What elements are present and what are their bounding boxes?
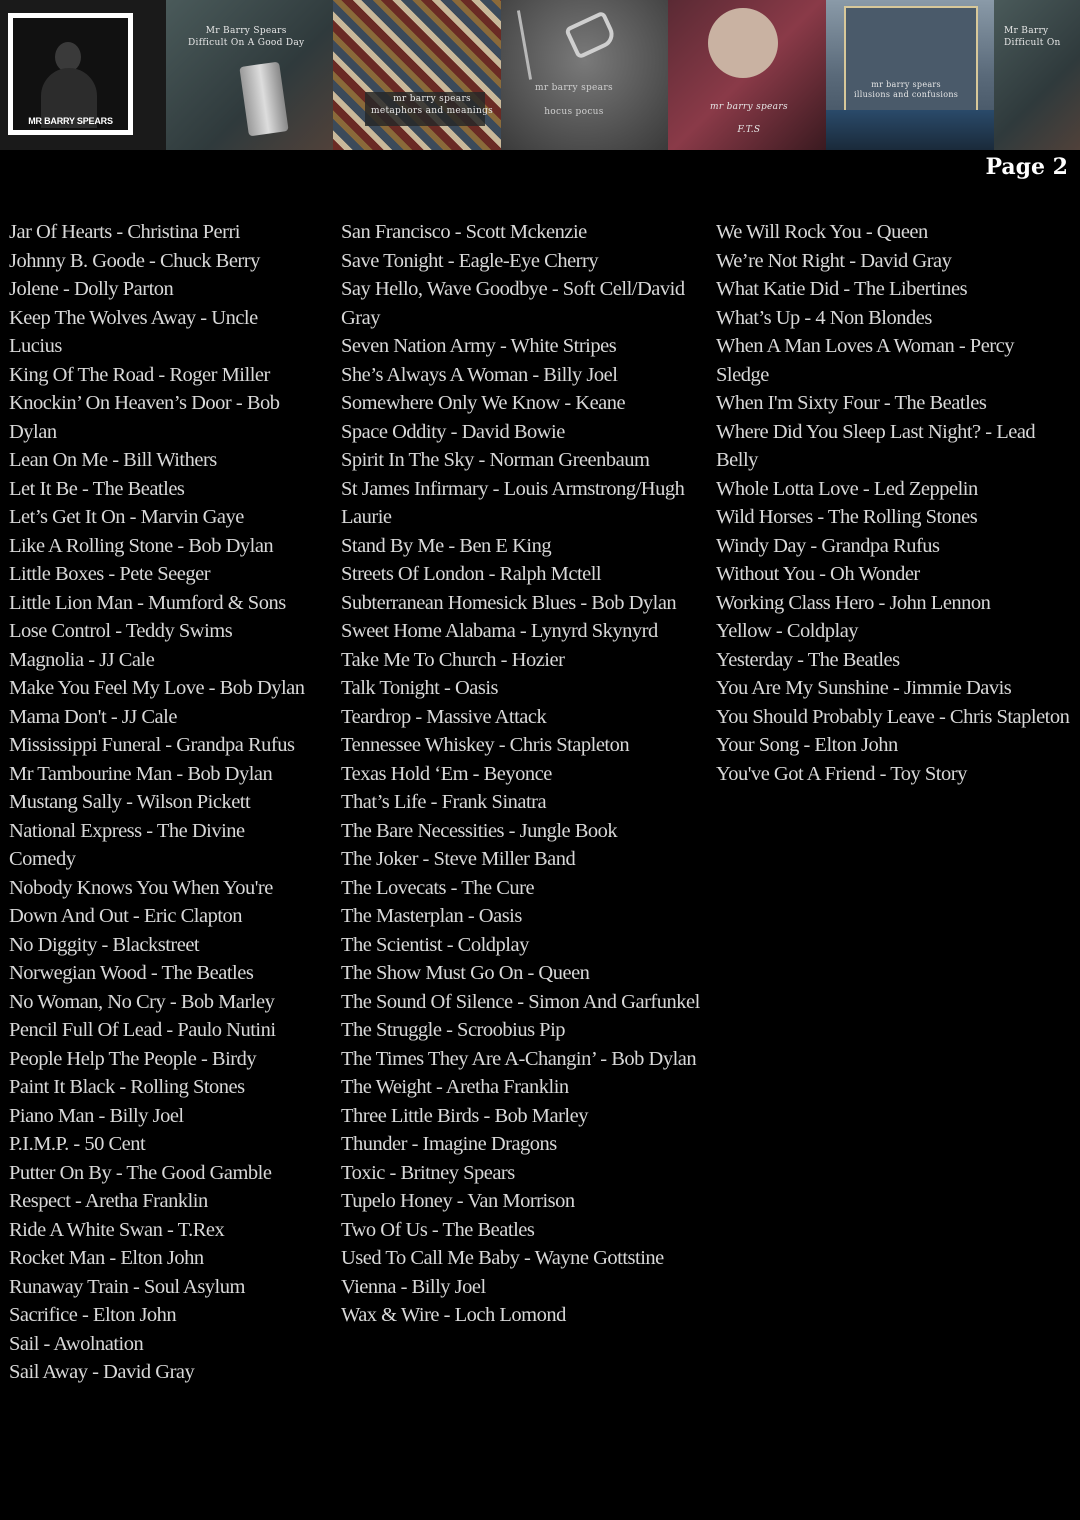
song-entry: When A Man Loves A Woman - Percy Sledge [716,335,1014,386]
song-entry: Mustang Sally - Wilson Pickett [9,791,251,813]
album-art-label: mr barry spears hocus pocus [535,83,613,118]
song-entry: Little Boxes - Pete Seeger [9,563,211,585]
song-entry: Norwegian Wood - The Beatles [9,962,254,984]
song-entry: Putter On By - The Good Gamble [9,1161,272,1184]
song-entry: Runaway Train - Soul Asylum [9,1275,245,1298]
song-entry: Sail - Awolnation [9,1332,144,1355]
album-art-label: mr barry spears F.T.S [710,102,788,136]
song-entry: We Will Rock You - Queen [716,221,928,243]
song-entry: The Struggle - Scroobius Pip [341,1019,566,1041]
song-entry: Ride A White Swan - T.Rex [9,1218,225,1241]
song-entry: Yellow - Coldplay [716,620,859,642]
song-list [0,218,1080,1458]
album-art-portrait [0,0,166,150]
song-column-3 [716,218,1071,788]
song-entry: Used To Call Me Baby - Wayne Gottstine [341,1247,664,1269]
song-entry: Whole Lotta Love - Led Zeppelin [716,477,978,500]
song-entry: Subterranean Homesick Blues - Bob Dylan [341,591,677,614]
song-entry: Nobody Knows You When You're Down And Out - Eric Clapton [9,876,273,927]
song-entry: Lean On Me - Bill Withers [9,449,217,471]
song-entry: Respect - Aretha Franklin [9,1190,208,1212]
song-entry: The Weight - Aretha Franklin [341,1076,569,1098]
song-entry: Mr Tambourine Man - Bob Dylan [9,762,273,785]
song-entry: Johnny B. Goode - Chuck Berry [9,249,260,272]
song-entry: Jar Of Hearts - Christina Perri [9,221,241,243]
song-entry: P.I.M.P. - 50 Cent [9,1133,146,1155]
album-art-label: Mr Barry Difficult On [1004,26,1061,48]
album-art-hocus-pocus [501,0,668,150]
album-art-banner [0,0,1080,150]
song-entry: Talk Tonight - Oasis [341,677,499,699]
song-entry: Streets Of London - Ralph Mctell [341,563,602,585]
song-entry: Wild Horses - The Rolling Stones [716,506,978,528]
song-entry: Sweet Home Alabama - Lynyrd Skynyrd [341,620,658,642]
song-entry: Mama Don't - JJ Cale [9,705,177,728]
song-entry: Tennessee Whiskey - Chris Stapleton [341,734,630,756]
song-entry: Your Song - Elton John [716,734,898,756]
page-number: Page 2 [985,154,1068,180]
song-entry: People Help The People - Birdy [9,1047,257,1070]
song-entry: Save Tonight - Eagle-Eye Cherry [341,249,599,272]
song-entry: Take Me To Church - Hozier [341,648,565,671]
song-column-2 [341,218,703,1330]
album-art-label: Mr Barry Spears Difficult On A Good Day [188,26,305,48]
song-entry: The Lovecats - The Cure [341,876,535,899]
song-entry: Magnolia - JJ Cale [9,648,155,671]
song-entry: Where Did You Sleep Last Night? - Lead Belly [716,420,1036,471]
song-entry: Texas Hold ‘Em - Beyonce [341,762,552,785]
song-entry: Seven Nation Army - White Stripes [341,335,617,357]
song-entry: Yesterday - The Beatles [716,648,900,671]
song-entry: That’s Life - Frank Sinatra [341,791,547,813]
album-art-illusions-and-confusions [826,0,994,150]
song-entry: Mississippi Funeral - Grandpa Rufus [9,734,295,756]
song-entry: Stand By Me - Ben E King [341,534,552,557]
song-entry: National Express - The Divine Comedy [9,819,245,870]
song-entry: Vienna - Billy Joel [341,1275,486,1298]
song-entry: When I'm Sixty Four - The Beatles [716,392,987,414]
song-entry: Sail Away - David Gray [9,1361,195,1383]
album-art-fts [668,0,826,150]
song-entry: Without You - Oh Wonder [716,563,920,585]
song-entry: You Are My Sunshine - Jimmie Davis [716,677,1012,699]
album-art-difficult-on-a-good-day [166,0,333,150]
song-entry: Space Oddity - David Bowie [341,420,565,443]
song-entry: Pencil Full Of Lead - Paulo Nutini [9,1019,276,1041]
song-entry: Teardrop - Massive Attack [341,705,547,728]
song-entry: Jolene - Dolly Parton [9,278,174,300]
song-entry: Two Of Us - The Beatles [341,1218,535,1241]
song-entry: Let It Be - The Beatles [9,477,185,500]
song-entry: San Francisco - Scott Mckenzie [341,221,587,243]
song-entry: Wax & Wire - Loch Lomond [341,1304,566,1326]
song-entry: Three Little Birds - Bob Marley [341,1104,588,1127]
song-entry: Sacrifice - Elton John [9,1304,177,1326]
song-entry: Toxic - Britney Spears [341,1161,515,1184]
song-entry: Working Class Hero - John Lennon [716,591,991,614]
song-entry: Somewhere Only We Know - Keane [341,392,626,414]
song-entry: Thunder - Imagine Dragons [341,1133,557,1155]
song-entry: Piano Man - Billy Joel [9,1104,184,1127]
song-entry: What’s Up - 4 Non Blondes [716,306,932,329]
song-entry: No Woman, No Cry - Bob Marley [9,990,275,1013]
song-entry: No Diggity - Blackstreet [9,933,200,956]
song-entry: Like A Rolling Stone - Bob Dylan [9,534,274,557]
song-entry: King Of The Road - Roger Miller [9,363,270,386]
song-entry: The Scientist - Coldplay [341,933,529,956]
song-entry: Keep The Wolves Away - Uncle Lucius [9,306,258,357]
song-entry: St James Infirmary - Louis Armstrong/Hugh Laurie [341,477,685,528]
album-art-metaphors-and-meanings [333,0,501,150]
song-entry: The Joker - Steve Miller Band [341,848,576,870]
song-entry: Tupelo Honey - Van Morrison [341,1190,575,1212]
song-entry: Knockin’ On Heaven’s Door - Bob Dylan [9,392,280,443]
song-entry: Little Lion Man - Mumford & Sons [9,591,286,614]
song-entry: Paint It Black - Rolling Stones [9,1076,245,1098]
song-entry: What Katie Did - The Libertines [716,278,968,300]
song-entry: Rocket Man - Elton John [9,1247,204,1269]
album-art-difficult-on-repeat [994,0,1080,150]
album-art-label: MR BARRY SPEARS [28,116,113,126]
song-entry: She’s Always A Woman - Billy Joel [341,363,618,386]
song-entry: Lose Control - Teddy Swims [9,620,233,642]
song-column-1 [9,218,314,1387]
song-entry: Say Hello, Wave Goodbye - Soft Cell/David Gray [341,278,685,329]
song-entry: Make You Feel My Love - Bob Dylan [9,677,305,699]
song-entry: The Times They Are A-Changin’ - Bob Dylan [341,1047,697,1070]
song-entry: You Should Probably Leave - Chris Stapleton [716,705,1070,728]
song-entry: Spirit In The Sky - Norman Greenbaum [341,449,650,471]
song-entry: Windy Day - Grandpa Rufus [716,534,940,557]
song-entry: The Show Must Go On - Queen [341,962,590,984]
song-entry: We’re Not Right - David Gray [716,249,952,272]
album-art-label: mr barry spears illusions and confusions [854,80,959,100]
song-entry: Let’s Get It On - Marvin Gaye [9,506,244,528]
album-art-label: mr barry spears metaphors and meanings [371,94,494,116]
song-entry: The Bare Necessities - Jungle Book [341,819,618,842]
song-entry: You've Got A Friend - Toy Story [716,762,967,785]
song-entry: The Masterplan - Oasis [341,905,522,927]
song-entry: The Sound Of Silence - Simon And Garfunkel [341,990,700,1013]
